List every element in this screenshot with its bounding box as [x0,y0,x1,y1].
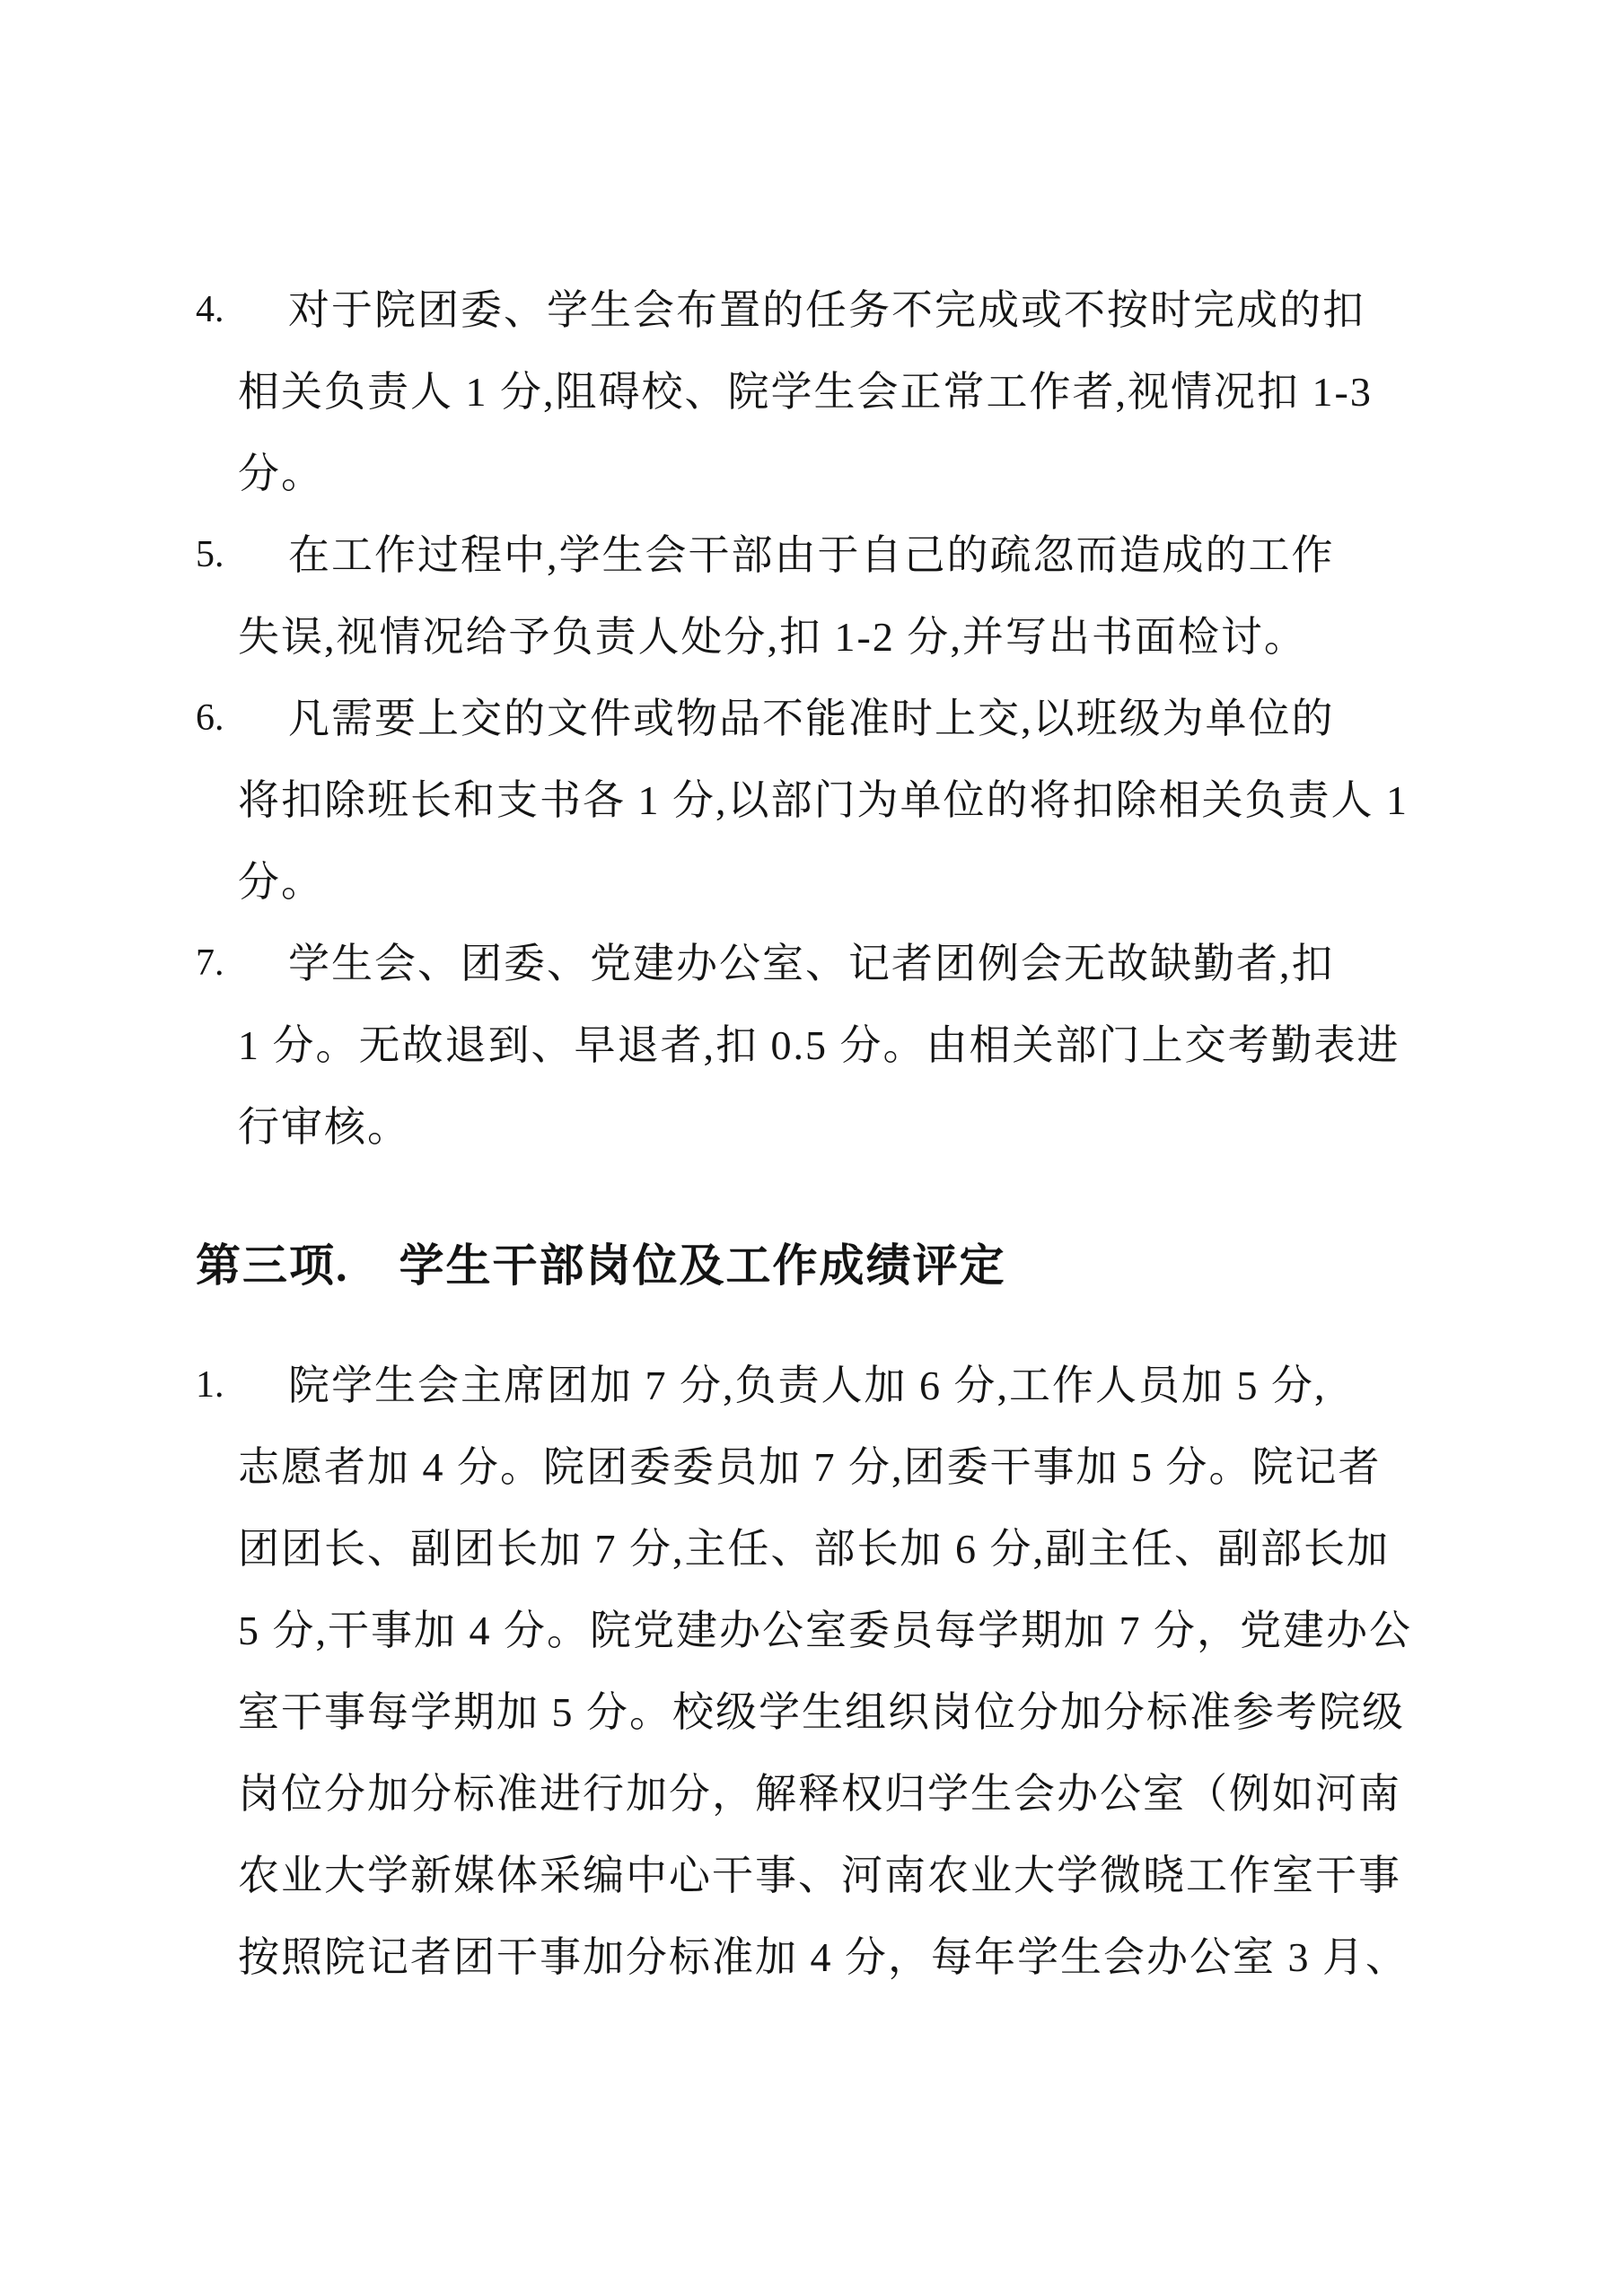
item-number: 6. [196,697,224,739]
item-text: 凡需要上交的文件或物品不能准时上交,以班级为单位的 将扣除班长和支书各 1 分,以部门为单位的将扣除相关负责人 1 分。 [238,696,1409,905]
section-heading [196,1225,1432,1307]
item-text: 对于院团委、学生会布置的任务不完成或不按时完成的扣 相关负责人 1 分,阻碍校、院学生会正常工作者,视情况扣 1-3 分。 [238,287,1373,496]
item-text: 在工作过程中,学生会干部由于自己的疏忽而造成的工作 失误,视情况给予负责人处分,扣 1-2 分,并写出书面检讨。 [238,532,1335,660]
item-number: 1. [196,1364,224,1406]
item-text: 院学生会主席团加 7 分,负责人加 6 分,工作人员加 5 分, 志愿者加 4 分。院团委委员加 7 分,团委干事加 5 分。院记者 团团长、副团长加 7 分,主任、部长加 6 分,副主任、副部长加 5 分,干事加 4 分。院党建办公室委员每学期加 7 分，党建办公 室干事每学期加 5 分。校级学生组织岗位分加分标准参考院级 岗位分加分标准进行加分，解释权归学生会办公室（例如河南 农业大学新媒体采编中心干事、河南农业大学微晓工作室干事 按照院记者团干事加分标准加 4 分，每年学生会办公室 3 月、 [238,1363,1412,1980]
list-item-4 [196,269,1432,514]
item-number: 4. [196,289,224,330]
item-number: 5. [196,534,224,575]
page-content [196,269,1432,1998]
list-item-1 [196,1345,1432,1998]
section-heading-number: 第三项. [196,1240,349,1291]
list-item-6 [196,678,1432,923]
list-item-5 [196,514,1432,678]
list-item-7 [196,923,1432,1168]
item-text: 学生会、团委、党建办公室、记者团例会无故缺勤者,扣 1 分。无故退到、早退者,扣 0.5 分。由相关部门上交考勤表进 行审核。 [238,941,1400,1150]
item-number: 7. [196,942,224,984]
section-heading-title: 学生干部岗位及工作成绩评定 [399,1240,1006,1291]
